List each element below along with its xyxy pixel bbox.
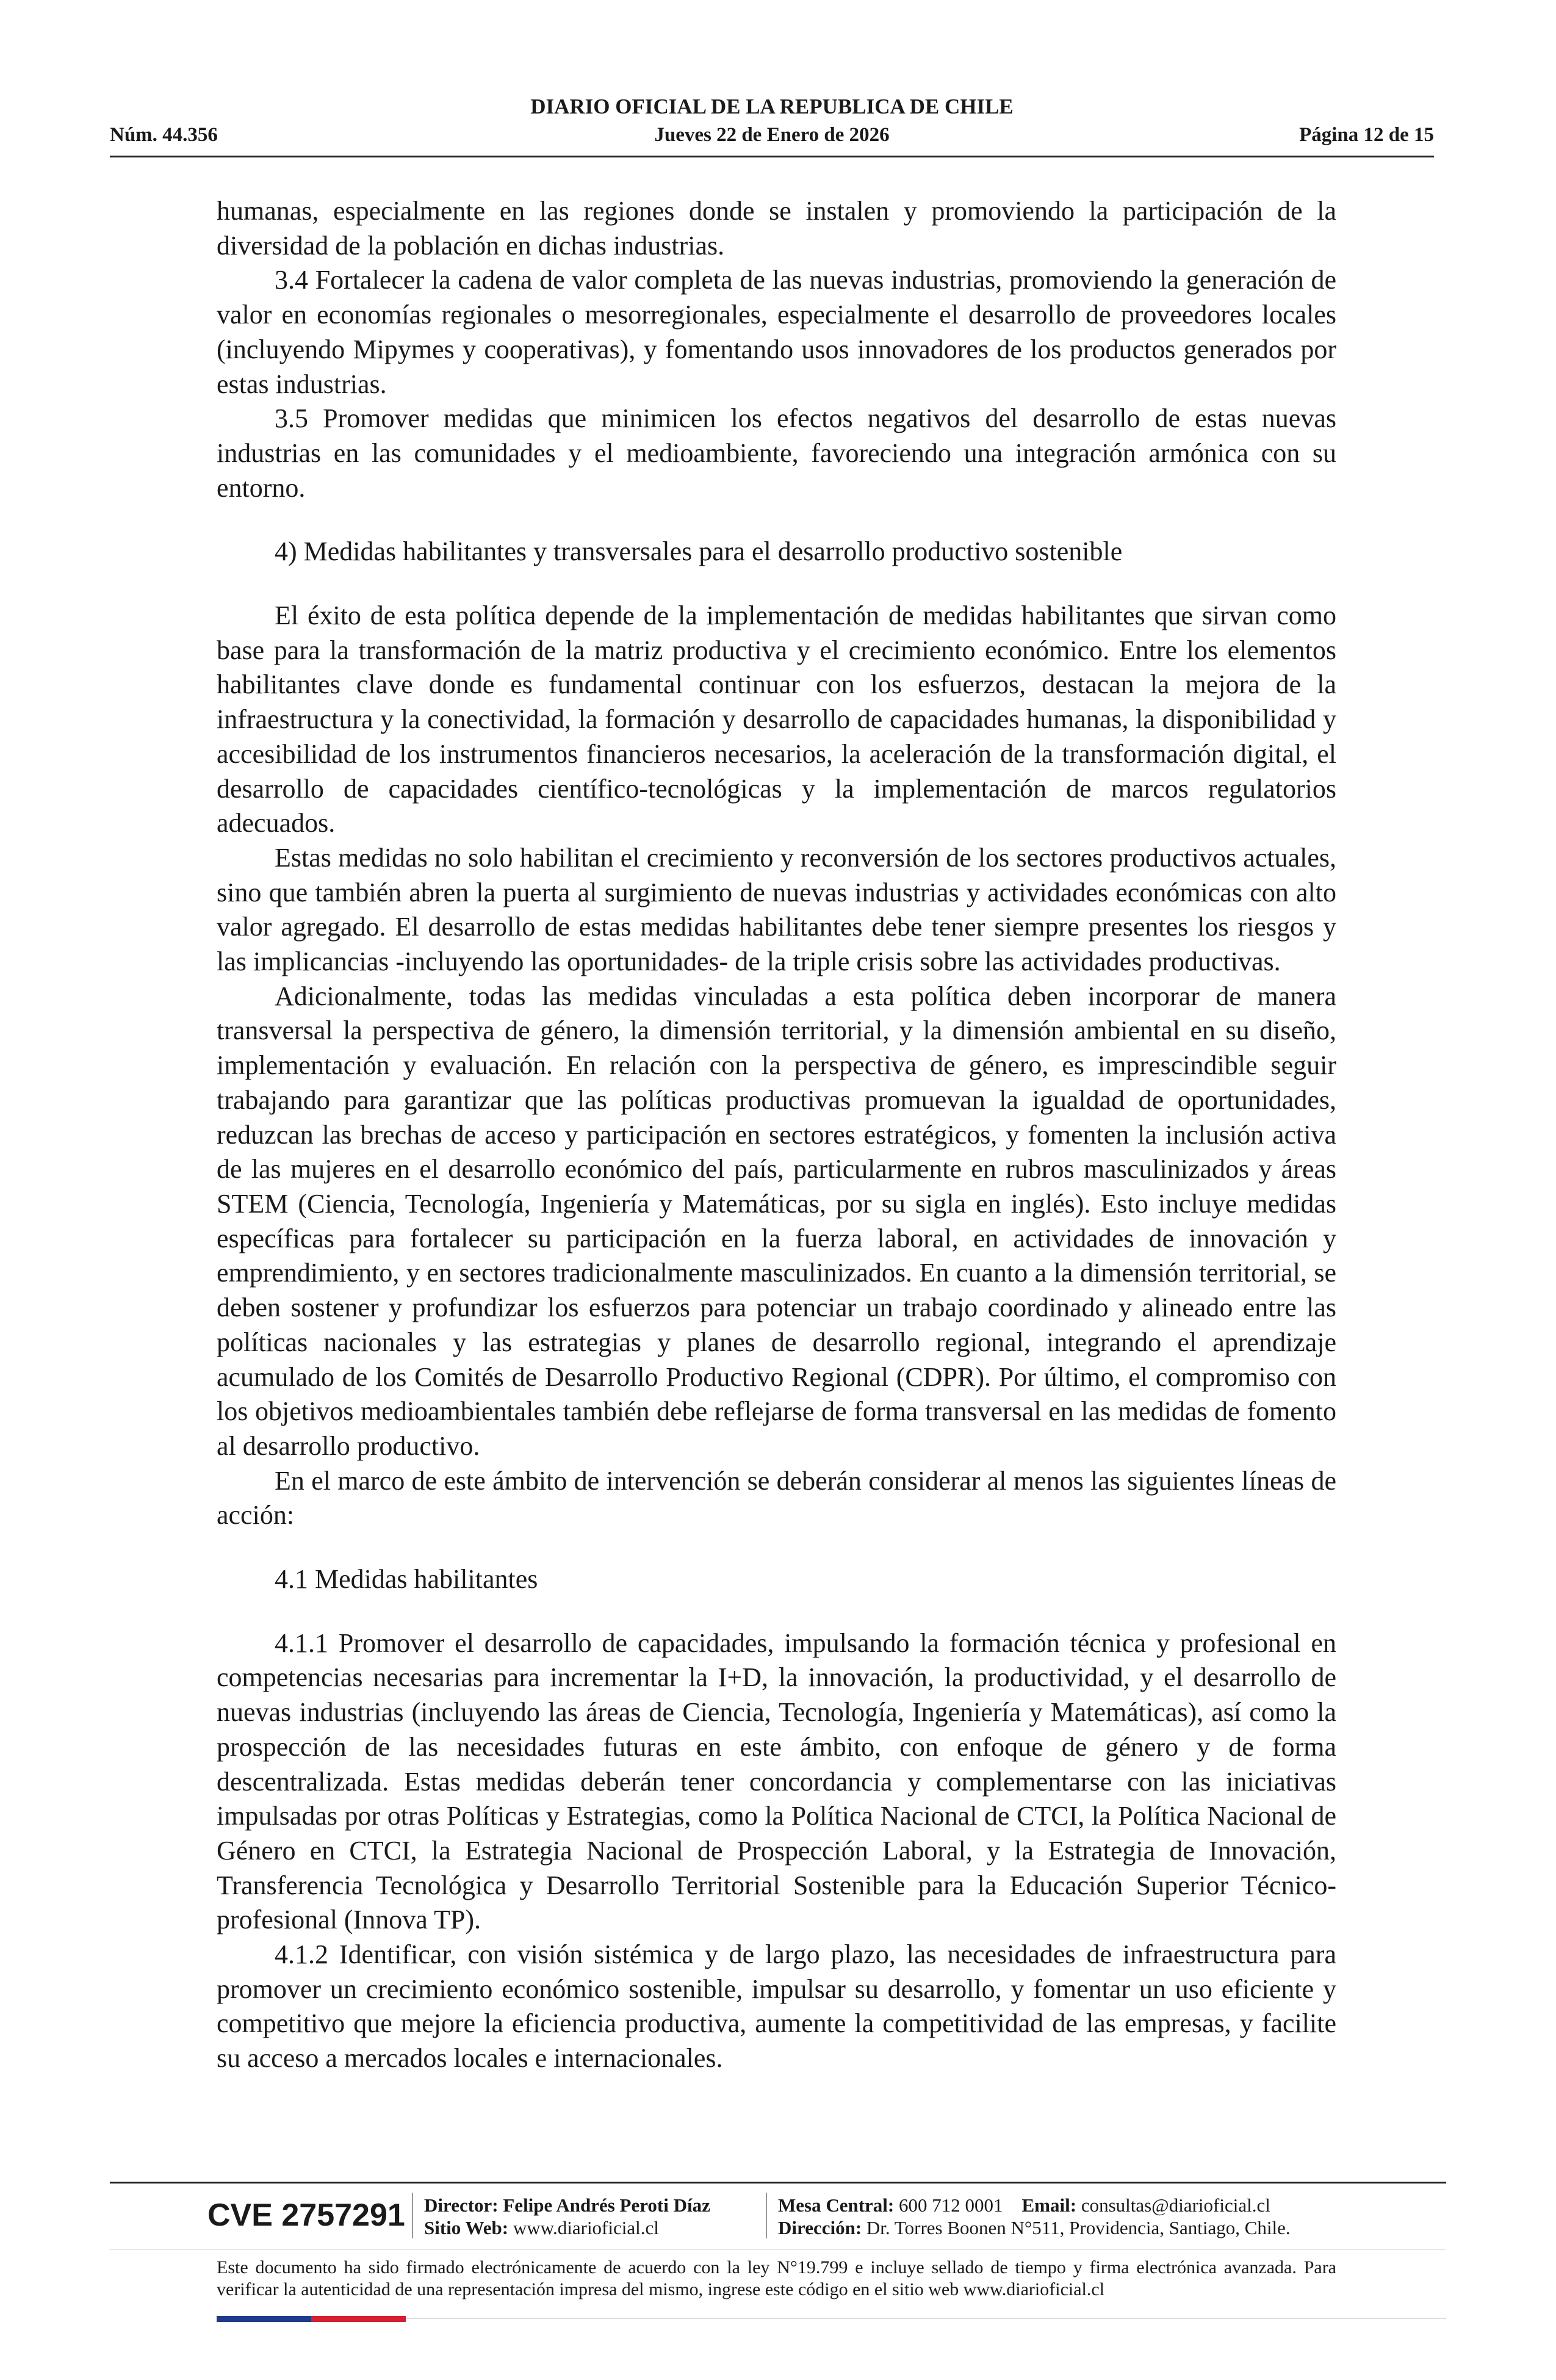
paragraph-lines-of-action: En el marco de este ámbito de intervención se deberán considerar al menos las siguientes líneas de acción: <box>217 1465 1336 1531</box>
footer-contact-block <box>778 2194 1291 2239</box>
mesa-phone: 600 712 0001 <box>899 2194 1003 2216</box>
paragraph-4-1-1: 4.1.1 Promover el desarrollo de capacidades, impulsando la formación técnica y profesional en competencias necesarias para incrementar la I+D, la innovación, la productividad, y el desarrollo de nuevas industrias (incluyendo las áreas de Ciencia, Tecnología, Ingeniería y Matemáticas), así como la prospección de las necesidades futuras en este ámbito, con enfoque de género y de forma descentralizada. Estas medidas deberán tener concordancia y complementarse con las iniciativas impulsadas por otras Políticas y Estrategias, como la Política Nacional de CTCI, la Política Nacional de Género en CTCI, la Estrategia Nacional de Prospección Laboral, y la Estrategia de Innovación, Transferencia Tecnológica y Desarrollo Territorial Sostenible para la Educación Superior Técnico-profesional (Innova TP). <box>217 1628 1336 1935</box>
header-divider <box>110 156 1434 157</box>
address-value: Dr. Torres Boonen N°511, Providencia, Santiago, Chile. <box>866 2217 1291 2238</box>
paragraph-3-4: 3.4 Fortalecer la cadena de valor completa de las nuevas industrias, promoviendo la generación de valor en economías regionales o mesorregionales, especialmente el desarrollo de proveedores locales (incluyendo Mipymes y cooperativas), y fomentando usos innovadores de los productos generados por estas industrias. <box>217 265 1336 399</box>
address-label: Dirección: <box>778 2217 862 2238</box>
subsection-heading-4-1: 4.1 Medidas habilitantes <box>275 1564 538 1595</box>
paragraph-transversal: Adicionalmente, todas las medidas vinculadas a esta política deben incorporar de manera transversal la perspectiva de género, la dimensión territorial, y la dimensión ambiental en su diseño, implementación y evaluación. En relación con la perspectiva de género, es imprescindible seguir trabajando para garantizar que las políticas productivas promuevan la igualdad de oportunidades, reduzcan las brechas de acceso y participación en sectores estratégicos, y fomenten la inclusión activa de las mujeres en el desarrollo económico del país, particularmente en rubros masculinizados y áreas STEM (Ciencia, Tecnología, Ingeniería y Matemáticas, por su sigla en inglés). Esto incluye medidas específicas para fortalecer su participación en la fuerza laboral, en actividades de innovación y emprendimiento, y en sectores tradicionalmente masculinizados. En cuanto a la dimensión territorial, se deben sostener y profundizar los esfuerzos para potenciar un trabajo coordinado y alineado entre las políticas nacionales y las estrategias y planes de desarrollo regional, integrando el aprendizaje acumulado de los Comités de Desarrollo Productivo Regional (CDPR). Por último, el compromiso con los objetivos medioambientales también debe reflejarse de forma transversal en las medidas de fomento al desarrollo productivo. <box>217 981 1336 1461</box>
footer-separator <box>412 2193 413 2238</box>
email-link[interactable]: consultas@diarioficial.cl <box>1081 2194 1270 2216</box>
mesa-label: Mesa Central: <box>778 2194 895 2216</box>
director-name: Felipe Andrés Peroti Díaz <box>503 2194 710 2216</box>
email-label: Email: <box>1021 2194 1077 2216</box>
paragraph-3-5: 3.5 Promover medidas que minimicen los efectos negativos del desarrollo de estas nuevas industrias en las comunidades y el medioambiente, favoreciendo una integración armónica con su entorno. <box>217 403 1336 503</box>
site-label: Sitio Web: <box>424 2217 509 2238</box>
site-link[interactable]: www.diarioficial.cl <box>513 2217 659 2238</box>
page-number: Página 12 de 15 <box>1299 124 1434 146</box>
section-heading-4: 4) Medidas habilitantes y transversales para el desarrollo productivo sostenible <box>275 536 1123 567</box>
flag-color-band <box>217 2316 406 2322</box>
flag-blue-segment <box>217 2316 311 2322</box>
cve-code: CVE 2757291 <box>207 2198 405 2233</box>
paragraph-measures: Estas medidas no solo habilitan el crecimiento y reconversión de los sectores productivos actuales, sino que también abren la puerta al surgimiento de nuevas industrias y actividades económicas con alto valor agregado. El desarrollo de estas medidas habilitantes debe tener siempre presentes los riesgos y las implicancias -incluyendo las oportunidades- de la triple crisis sobre las actividades productivas. <box>217 842 1336 977</box>
footer-separator <box>766 2193 767 2238</box>
publication-title: DIARIO OFICIAL DE LA REPUBLICA DE CHILE <box>530 95 1014 118</box>
director-label: Director: <box>424 2194 499 2216</box>
footer-divider <box>110 2182 1446 2183</box>
paragraph-4-1-2: 4.1.2 Identificar, con visión sistémica y de largo plazo, las necesidades de infraestructura para promover un crecimiento económico sostenible, impulsar su desarrollo, y fomentar un uso eficiente y competitivo que mejore la eficiencia productiva, aumente la competitividad de las empresas, y facilite su acceso a mercados locales e internacionales. <box>217 1939 1336 2074</box>
legal-notice: Este documento ha sido firmado electrónicamente de acuerdo con la ley N°19.799 e incluye sellado de tiempo y firma electrónica avanzada. Para verificar la autenticidad de una representación impresa del mismo, ingrese este código en el sitio web www.diarioficial.cl <box>217 2257 1336 2299</box>
paragraph-intro: El éxito de esta política depende de la implementación de medidas habilitantes que sirvan como base para la transformación de la matriz productiva y el crecimiento económico. Entre los elementos habilitantes clave donde es fundamental continuar con los esfuerzos, destacan la mejora de la infraestructura y la conectividad, la formación y desarrollo de capacidades humanas, la disponibilidad y accesibilidad de los instrumentos financieros necesarios, la aceleración de la transformación digital, el desarrollo de capacidades científico-tecnológicas y la implementación de marcos regulatorios adecuados. <box>217 600 1336 838</box>
document-body <box>217 194 1336 2076</box>
flag-red-segment <box>311 2316 406 2322</box>
publication-date: Jueves 22 de Enero de 2026 <box>654 124 890 146</box>
footer-director-block <box>424 2194 710 2239</box>
issue-number: Núm. 44.356 <box>110 124 218 146</box>
footer-band-line <box>406 2318 1446 2319</box>
paragraph-continuation: humanas, especialmente en las regiones donde se instalen y promoviendo la participación de la diversidad de la población en dichas industrias. <box>217 196 1336 261</box>
page-header <box>110 95 1434 156</box>
